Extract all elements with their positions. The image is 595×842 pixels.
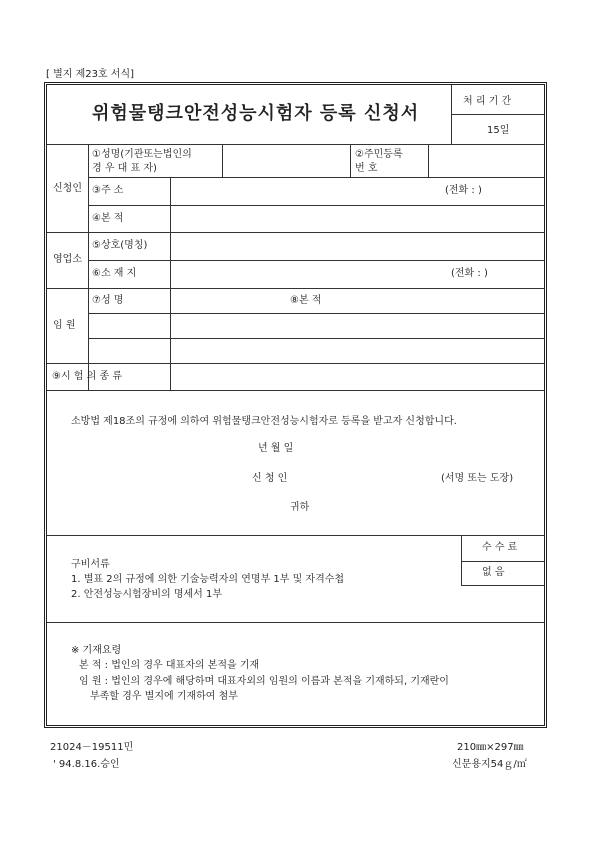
notes-title: ※ 기재요령 [71, 645, 122, 656]
paper-type: 신문용지54ｇ/㎡ [452, 759, 527, 770]
page-title: 위험물탱크안전성능시험자 등록 신청서 [92, 103, 420, 124]
office-section-label: 영업소 [53, 254, 82, 265]
trade-name-field[interactable] [172, 234, 543, 258]
applicant-signature-label: 신 청 인 [252, 473, 288, 484]
officer-domicile-label: ⑧본 적 [290, 295, 322, 306]
location-field[interactable] [172, 262, 434, 286]
notes-officers-continued: 부족할 경우 별지에 기재하여 첨부 [90, 691, 238, 702]
processing-period-value: 15일 [487, 125, 510, 136]
domicile-field[interactable] [172, 207, 543, 231]
notes-domicile: 본 적 : 법인의 경우 대표자의 본적을 기재 [79, 660, 260, 671]
address-field[interactable] [172, 179, 434, 203]
resident-number-label: ②주민등록 [355, 149, 403, 160]
required-document-item: 2. 안전성능시험장비의 명세서 1부 [71, 589, 223, 600]
declaration-statement: 소방법 제18조의 규정에 의하여 위험물탱크안전성능시험자로 등록을 받고자 신청합니다. [71, 416, 457, 427]
test-type-label: ⑨시 험 의 종 류 [52, 371, 122, 382]
form-code: 21024－19511민 [50, 742, 134, 753]
notes-officers: 임 원 : 법인의 경우에 해당하며 대표자외의 임원의 이름과 본적을 기재하되, 기재란이 [79, 676, 449, 687]
officers-section-label: 임 원 [53, 320, 76, 331]
name-label-line2: 경 우 대 표 자) [92, 163, 157, 174]
processing-period-label: 처 리 기 간 [463, 96, 512, 107]
officer-name-label: ⑦성 명 [92, 295, 124, 306]
address-label: ③주 소 [92, 185, 124, 196]
addressee-label: 귀하 [290, 502, 310, 513]
officer-domicile-field-2[interactable] [172, 340, 543, 362]
approval-date: ' 94.8.16.승인 [53, 759, 120, 770]
office-phone-label: (전화 : ) [451, 268, 488, 279]
signature-or-seal-label: (서명 또는 도장) [441, 473, 514, 484]
required-documents-title: 구비서류 [71, 559, 110, 570]
name-label: ①성명(기관또는법인의 [92, 149, 192, 160]
resident-number-field[interactable] [430, 146, 543, 175]
location-label: ⑥소 재 지 [92, 268, 137, 279]
fee-value: 없 음 [482, 567, 505, 578]
applicant-section-label: 신청인 [53, 183, 82, 194]
application-date: 년 월 일 [258, 443, 294, 454]
officer-name-field-1[interactable] [90, 315, 168, 337]
officer-name-field-2[interactable] [90, 340, 168, 362]
required-document-item: 1. 별표 2의 규정에 의한 기술능력자의 연명부 1부 및 자격수첩 [71, 574, 345, 585]
paper-size: 210㎜×297㎜ [457, 742, 524, 753]
name-field[interactable] [224, 146, 350, 175]
test-type-field[interactable] [172, 365, 543, 389]
form-number: [ 별지 제23호 서식] [46, 69, 135, 80]
fee-label: 수 수 료 [482, 542, 518, 553]
resident-number-label-line2: 번 호 [355, 163, 378, 174]
officer-domicile-field-1[interactable] [172, 315, 543, 337]
applicant-phone-label: (전화 : ) [445, 185, 482, 196]
trade-name-label: ⑤상호(명칭) [92, 240, 148, 251]
domicile-label: ④본 적 [92, 213, 124, 224]
